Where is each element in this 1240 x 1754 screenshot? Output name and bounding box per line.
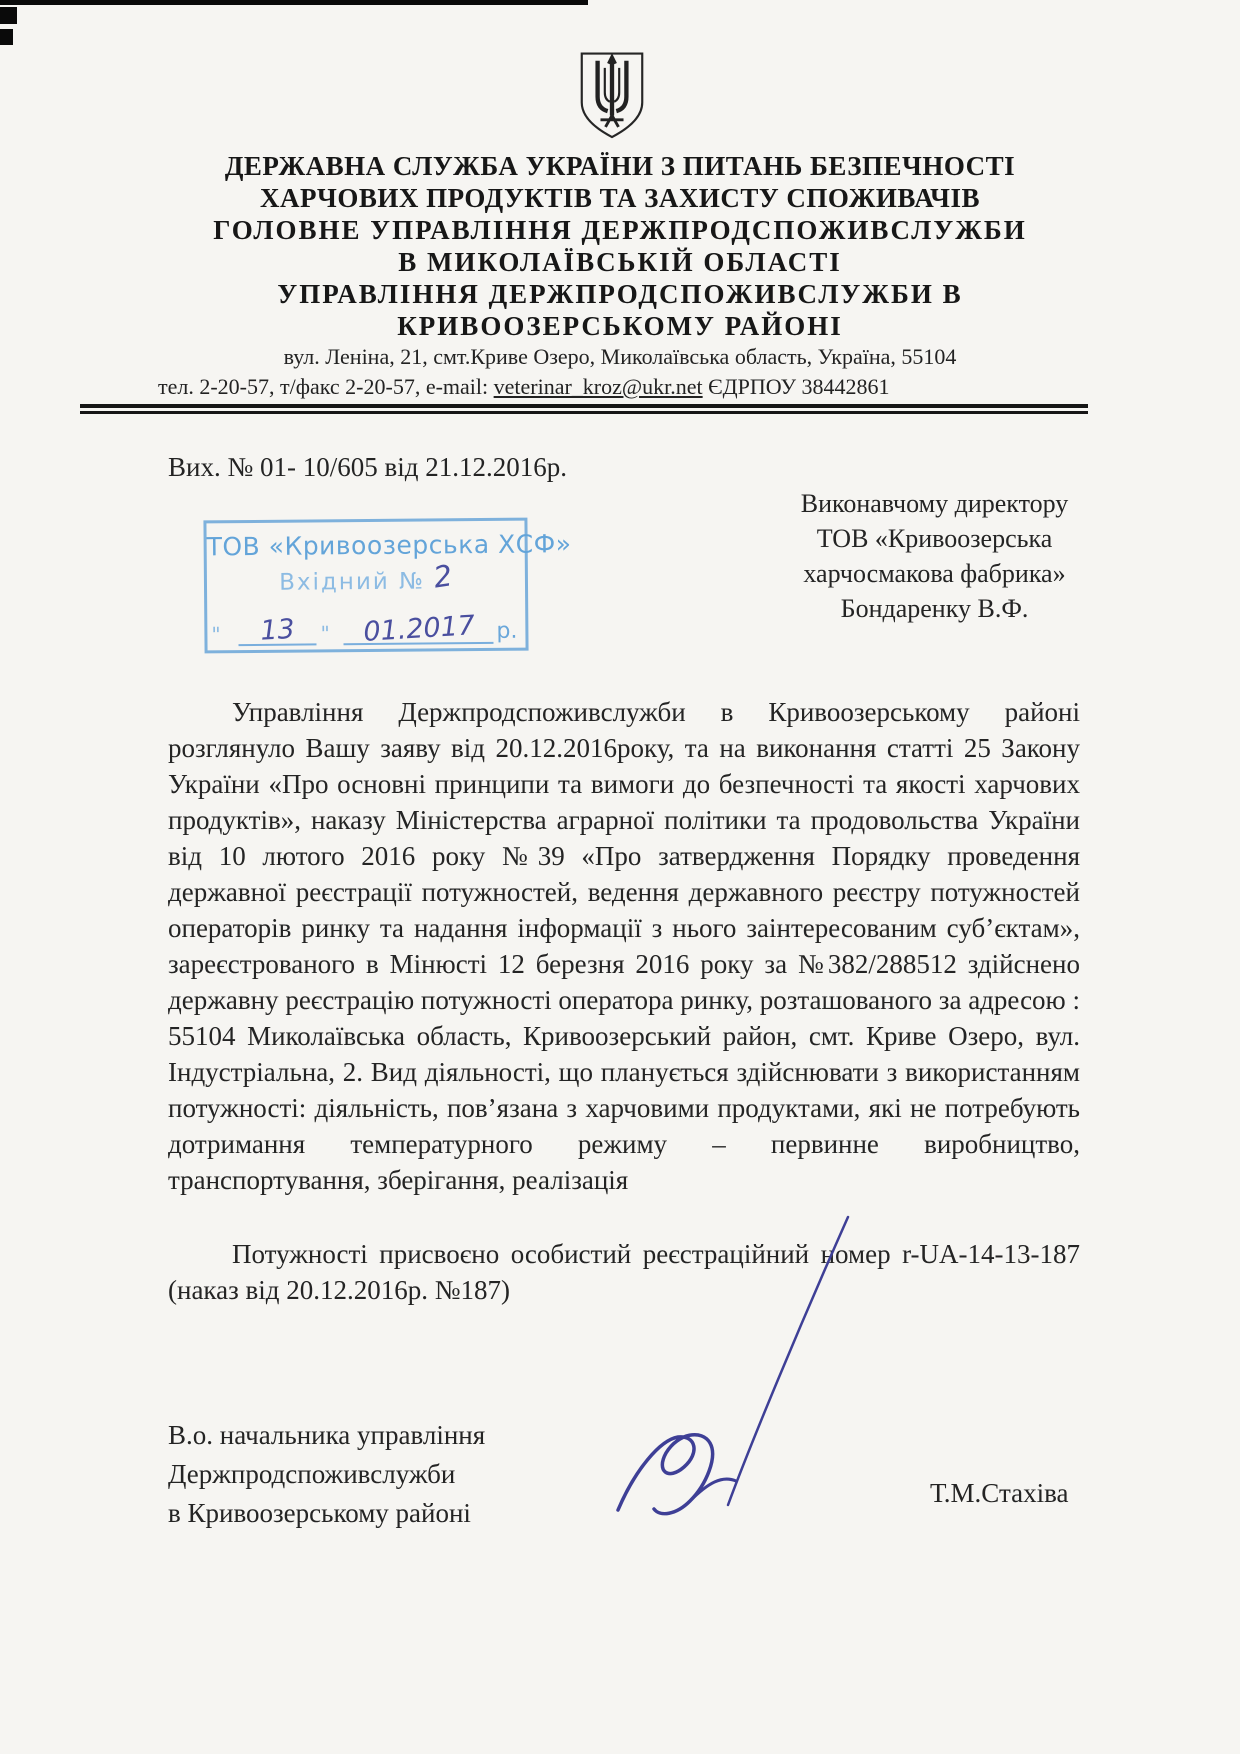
letterhead-address: вул. Леніна, 21, смт.Криве Озеро, Миколаївська область, Україна, 55104 xyxy=(283,344,957,369)
signer-title-line: Держпродспоживслужби xyxy=(168,1459,456,1489)
recipient-line: харчосмакова фабрика» xyxy=(803,559,1066,588)
contact-phones: тел. 2-20-57, т/факс 2-20-57, e-mail: xyxy=(158,374,494,399)
recipient-line: Бондаренку В.Ф. xyxy=(840,594,1029,623)
org-name-line: ХАРЧОВИХ ПРОДУКТІВ ТА ЗАХИСТУ СПОЖИВАЧІВ xyxy=(260,183,980,213)
stamp-year-suffix: р. xyxy=(496,618,518,644)
recipient-line: ТОВ «Кривоозерська xyxy=(816,524,1053,553)
scan-artifact-top-line xyxy=(0,0,588,5)
stamp-quote: " xyxy=(320,621,330,646)
stamp-date-field xyxy=(344,610,494,648)
org-name-line: ГОЛОВНЕ УПРАВЛІННЯ ДЕРЖПРОДСПОЖИВСЛУЖБИ xyxy=(213,215,1027,245)
org-name-line: КРИВООЗЕРСЬКОМУ РАЙОНІ xyxy=(397,311,843,341)
coat-of-arms-ukraine-icon xyxy=(576,44,648,148)
letterhead-contacts xyxy=(158,374,1098,400)
stamp-incoming-line xyxy=(207,558,525,598)
email-address: veterinar_kroz@ukr.net xyxy=(493,374,703,399)
scan-artifact-blob xyxy=(0,29,13,45)
org-name-line: УПРАВЛІННЯ ДЕРЖПРОДСПОЖИВСЛУЖБИ В xyxy=(277,279,963,309)
recipient-block xyxy=(762,486,1107,626)
handwritten-signature xyxy=(600,1205,860,1535)
incoming-registration-stamp xyxy=(203,518,572,654)
handwritten-incoming-number: 2 xyxy=(431,558,455,595)
recipient-line: Виконавчому директору xyxy=(800,489,1069,518)
scan-artifact-blob xyxy=(0,7,17,24)
stamp-quote: " xyxy=(211,622,221,647)
handwritten-month-year: 01.2017 xyxy=(362,610,476,648)
stamp-incoming-label: Вхідний № xyxy=(279,568,426,596)
edrpou-code: ЄДРПОУ 38442861 xyxy=(702,374,890,399)
signer-title-line: В.о. начальника управління xyxy=(168,1420,486,1450)
stamp-org-name: ТОВ «Кривоозерська ХСФ» xyxy=(206,529,572,562)
signer-title-block xyxy=(168,1416,485,1533)
org-name-line: В МИКОЛАЇВСЬКІЙ ОБЛАСТІ xyxy=(398,247,842,277)
body-paragraph-registration: Управління Держпродспоживслужби в Кривоозерському районі розглянуло Вашу заяву від 20.12.2016року, та на виконання статті 25 Закону України «Про основні принципи та вимоги до безпечності та якості харчових продуктів», наказу Міністерства аграрної політики та продовольства України від 10 лютого 2016 року №39 «Про затвердження Порядку проведення державної реєстрації потужностей, ведення державного реєстру потужностей операторів ринку та надання інформації з нього заінтересованим суб’єктам», зареєстрованого в Мінюсті 12 березня 2016 року за №382/288512 здійснено державну реєстрацію потужності оператора ринку, розташованого за адресою : 55104 Миколаївська область, Кривоозерський район, смт. Криве Озеро, вул. Індустріальна, 2. Вид діяльності, що планується здійснювати з використанням потужності: діяльність, пов’язана з харчовими продуктами, які не потребують дотримання температурного режиму – первинне виробництво, транспортування, зберігання, реалізація xyxy=(168,697,1080,1195)
signer-title-line: в Кривоозерському районі xyxy=(168,1498,471,1528)
letterhead-org-name xyxy=(130,150,1110,342)
signer-name: Т.М.Стахіва xyxy=(930,1478,1069,1508)
stamp-date-line xyxy=(207,610,525,648)
letterhead-divider xyxy=(80,404,1088,414)
body-paragraph-number: Потужності присвоєно особистий реєстраційний номер r-UA-14-13-187 (наказ від 20.12.2016р. №187) xyxy=(168,1239,1080,1305)
handwritten-day: 13 xyxy=(259,613,296,647)
org-name-line: ДЕРЖАВНА СЛУЖБА УКРАЇНИ З ПИТАНЬ БЕЗПЕЧНОСТІ xyxy=(224,151,1016,181)
outgoing-number-line: Вих. № 01- 10/605 від 21.12.2016р. xyxy=(168,452,567,482)
stamp-day-field xyxy=(238,613,316,647)
